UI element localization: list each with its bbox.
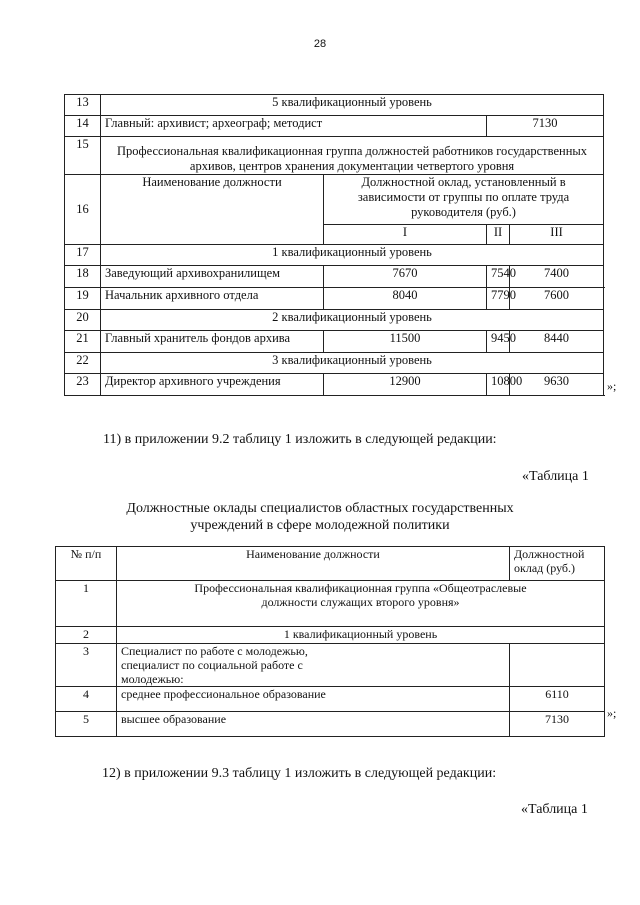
- qualification-group: Профессиональная квалификационная группа должностей работников государственных архивов, центров хранения документации четвертого уровня: [101, 137, 604, 175]
- group-header-1: I: [324, 225, 487, 245]
- row-number: 20: [65, 310, 101, 331]
- salary-value: [510, 644, 605, 687]
- amendment-paragraph-11: 11) в приложении 9.2 таблицу 1 изложить в следующей редакции:: [103, 432, 497, 447]
- salary-value: 7130: [510, 712, 605, 737]
- youth-policy-salary-table: [55, 546, 605, 737]
- salary-group-3: 7600: [510, 288, 604, 310]
- row-number: 19: [65, 288, 101, 310]
- row-number: 15: [65, 137, 101, 175]
- row-number: 14: [65, 116, 101, 137]
- salary-group-1: 12900: [324, 374, 487, 396]
- table-row: [65, 245, 604, 266]
- table-row: [65, 374, 604, 396]
- salary-value: 6110: [510, 687, 605, 712]
- page-number: 28: [313, 38, 327, 50]
- closing-quote: »;: [607, 379, 617, 393]
- group-header-2: II: [487, 225, 510, 245]
- row-number: 21: [65, 331, 101, 353]
- table-row: [65, 331, 604, 353]
- salary-group-1: 11500: [324, 331, 487, 353]
- salary-group-2: 10800: [487, 374, 510, 396]
- row-number: 23: [65, 374, 101, 396]
- row-number: 3: [56, 644, 117, 687]
- salary-group-1: 8040: [324, 288, 487, 310]
- salary-group-2: 7540: [487, 266, 510, 288]
- row-number: 13: [65, 95, 101, 116]
- row-number: 4: [56, 687, 117, 712]
- table-title: Должностные оклады специалистов областных государственных учреждений в сфере молодежной политики: [126, 501, 514, 533]
- closing-quote: »;: [607, 706, 617, 720]
- row-number: 2: [56, 627, 117, 644]
- position-name: высшее образование: [117, 712, 510, 737]
- qualification-level: 3 квалификационный уровень: [101, 353, 604, 374]
- row-number: 5: [56, 712, 117, 737]
- table-row: [65, 288, 604, 310]
- archive-salary-table: [64, 94, 604, 396]
- salary-group-2: 9450: [487, 331, 510, 353]
- row-number: 1: [56, 581, 117, 627]
- table-header-row: [65, 175, 604, 225]
- salary-group-3: 7400: [510, 266, 604, 288]
- salary-group-1: 7670: [324, 266, 487, 288]
- position-name: Специалист по работе с молодежью, специалист по социальной работе с молодежью:: [117, 644, 510, 687]
- table-label: «Таблица 1: [522, 469, 589, 484]
- row-number: 17: [65, 245, 101, 266]
- qualification-level: 1 квалификационный уровень: [101, 245, 604, 266]
- column-header-number: № п/п: [56, 547, 117, 581]
- qualification-level: 5 квалификационный уровень: [101, 95, 604, 116]
- salary-group-3: 8440: [510, 331, 604, 353]
- row-number: 22: [65, 353, 101, 374]
- table-row: [56, 627, 605, 644]
- table-row: [65, 310, 604, 331]
- row-number: 16: [65, 175, 101, 245]
- column-header-position: Наименование должности: [117, 547, 510, 581]
- position-name: среднее профессиональное образование: [117, 687, 510, 712]
- amendment-paragraph-12: 12) в приложении 9.3 таблицу 1 изложить в следующей редакции:: [102, 766, 497, 781]
- table-row: [56, 644, 605, 687]
- salary-value: 7130: [487, 116, 604, 137]
- table-row: [65, 353, 604, 374]
- column-header-position: Наименование должности: [101, 175, 324, 245]
- salary-group-2: 7790: [487, 288, 510, 310]
- position-name: Главный: архивист; археограф; методист: [101, 116, 487, 137]
- qualification-level: 1 квалификационный уровень: [117, 627, 605, 644]
- qualification-group: Профессиональная квалификационная группа «Общеотраслевые должности служащих второго уровня»: [117, 581, 605, 627]
- table-row: [56, 687, 605, 712]
- salary-group-3: 9630: [510, 374, 604, 396]
- table-row: [65, 266, 604, 288]
- column-header-salary: Должностной оклад (руб.): [510, 547, 605, 581]
- position-name: Заведующий архивохранилищем: [101, 266, 324, 288]
- table-row: [65, 137, 604, 175]
- row-number: 18: [65, 266, 101, 288]
- table-row: [56, 712, 605, 737]
- table-row: [65, 95, 604, 116]
- column-header-salary: Должностной оклад, установленный в зависимости от группы по оплате труда руководителя (руб.): [324, 175, 604, 225]
- table-row: [65, 116, 604, 137]
- table-header-row: [56, 547, 605, 581]
- position-name: Директор архивного учреждения: [101, 374, 324, 396]
- table-label: «Таблица 1: [521, 802, 588, 817]
- position-name: Главный хранитель фондов архива: [101, 331, 324, 353]
- qualification-level: 2 квалификационный уровень: [101, 310, 604, 331]
- position-name: Начальник архивного отдела: [101, 288, 324, 310]
- group-header-3: III: [510, 225, 604, 245]
- table-row: [56, 581, 605, 627]
